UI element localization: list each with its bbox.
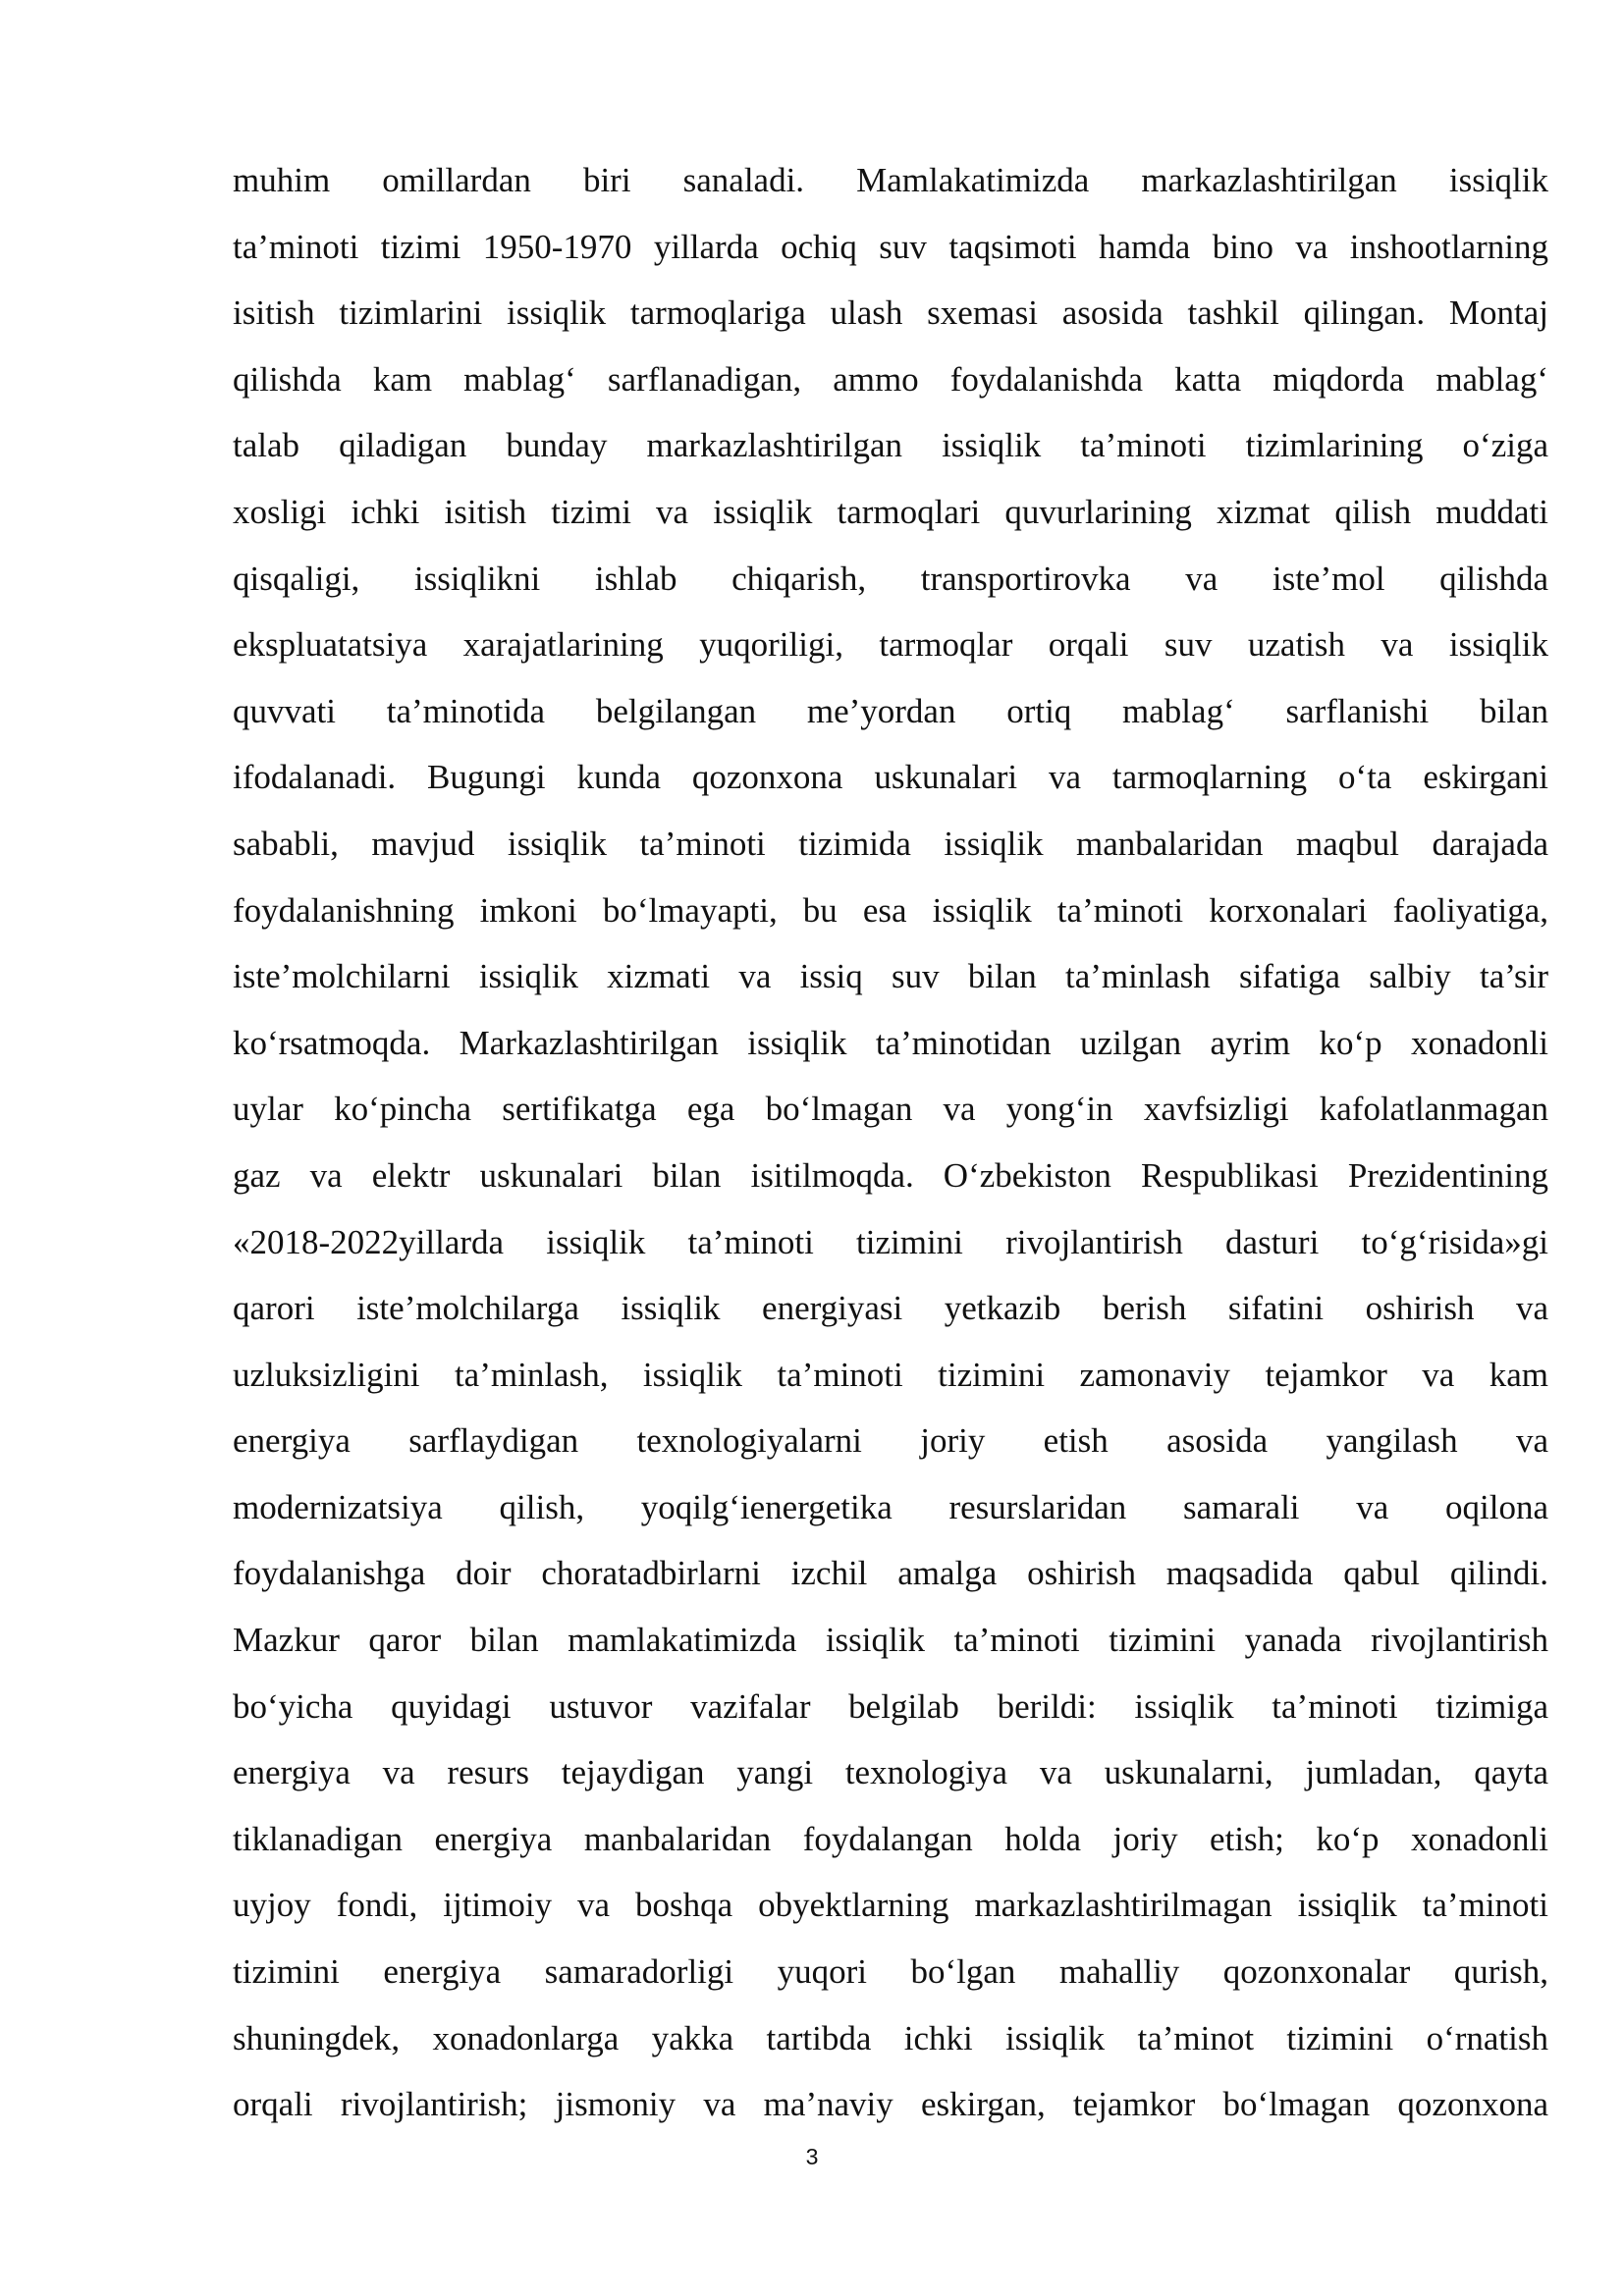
text-line: qilishda kam mablag‘ sarflanadigan, ammo foydalanishda katta miqdorda mablag‘ — [233, 359, 1548, 399]
text-line: uylar ko‘pincha sertifikatga ega bo‘lmagan va yong‘in xavfsizligi kafolatlanmagan — [233, 1090, 1548, 1129]
text-line: sababli, mavjud issiqlik ta’minoti tizimida issiqlik manbalaridan maqbul darajada — [233, 824, 1548, 863]
text-line: xosligi ichki isitish tizimi va issiqlik tarmoqlari quvurlarining xizmat qilish muddati — [233, 492, 1548, 531]
text-line: foydalanishga doir choratadbirlarni izchil amalga oshirish maqsadida qabul qilindi. — [233, 1554, 1548, 1593]
text-line: talab qiladigan bunday markazlashtirilgan issiqlik ta’minoti tizimlarining o‘ziga — [233, 426, 1548, 465]
text-line: modernizatsiya qilish, yoqilg‘ienergetika resurslaridan samarali va oqilona — [233, 1487, 1548, 1526]
text-line: Mazkur qaror bilan mamlakatimizda issiqlik ta’minoti tizimini yanada rivojlantirish — [233, 1621, 1548, 1660]
text-line: ifodalanadi. Bugungi kunda qozonxona uskunalari va tarmoqlarning o‘ta eskirgani — [233, 758, 1548, 797]
text-line: quvvati ta’minotida belgilangan me’yordan ortiq mablag‘ sarflanishi bilan — [233, 691, 1548, 730]
text-line: qisqaligi, issiqlikni ishlab chiqarish, transportirovka va iste’mol qilishda — [233, 559, 1548, 598]
text-line: energiya va resurs tejaydigan yangi texnologiya va uskunalarni, jumladan, qayta — [233, 1753, 1548, 1792]
text-line: muhim omillardan biri sanaladi. Mamlakatimizda markazlashtirilgan issiqlik — [233, 161, 1548, 199]
text-line: ta’minoti tizimi 1950-1970 yillarda ochiq suv taqsimoti hamda bino va inshootlarning — [233, 227, 1548, 266]
text-line: uyjoy fondi, ijtimoiy va boshqa obyektlarning markazlashtirilmagan issiqlik ta’minoti — [233, 1886, 1548, 1925]
text-line: orqali rivojlantirish; jismoniy va ma’naviy eskirgan, tejamkor bo‘lmagan qozonxona — [233, 2085, 1548, 2124]
text-line: ekspluatatsiya xarajatlarining yuqoriligi, tarmoqlar orqali suv uzatish va issiqlik — [233, 625, 1548, 665]
text-line: isitish tizimlarini issiqlik tarmoqlariga ulash sxemasi asosida tashkil qilingan. Montaj — [233, 294, 1548, 333]
text-line: energiya sarflaydigan texnologiyalarni joriy etish asosida yangilash va — [233, 1421, 1548, 1461]
text-line: tiklanadigan energiya manbalaridan foydalangan holda joriy etish; ko‘p xonadonli — [233, 1819, 1548, 1858]
text-line: ko‘rsatmoqda. Markazlashtirilgan issiqlik ta’minotidan uzilgan ayrim ko‘p xonadonli — [233, 1023, 1548, 1062]
text-line: tizimini energiya samaradorligi yuqori bo‘lgan mahalliy qozonxonalar qurish, — [233, 1952, 1548, 1992]
page-number: 3 — [805, 2144, 819, 2169]
text-line: iste’molchilarni issiqlik xizmati va issiq suv bilan ta’minlash sifatiga salbiy ta’sir — [233, 957, 1548, 996]
text-line: gaz va elektr uskunalari bilan isitilmoqda. O‘zbekiston Respublikasi Prezidentining — [233, 1155, 1548, 1195]
text-line: «2018-2022yillarda issiqlik ta’minoti tizimini rivojlantirish dasturi to‘g‘risida»gi — [233, 1222, 1548, 1261]
text-line: shuningdek, xonadonlarga yakka tartibda ichki issiqlik ta’minot tizimini o‘rnatish — [233, 2018, 1548, 2057]
text-line: bo‘yicha quyidagi ustuvor vazifalar belgilab berildi: issiqlik ta’minoti tizimiga — [233, 1686, 1548, 1726]
body-paragraph — [233, 147, 1548, 2138]
text-line: foydalanishning imkoni bo‘lmayapti, bu esa issiqlik ta’minoti korxonalari faoliyatiga, — [233, 890, 1548, 930]
text-line: qarori iste’molchilarga issiqlik energiyasi yetkazib berish sifatini oshirish va — [233, 1289, 1548, 1328]
text-line: uzluksizligini ta’minlash, issiqlik ta’minoti tizimini zamonaviy tejamkor va kam — [233, 1355, 1548, 1394]
